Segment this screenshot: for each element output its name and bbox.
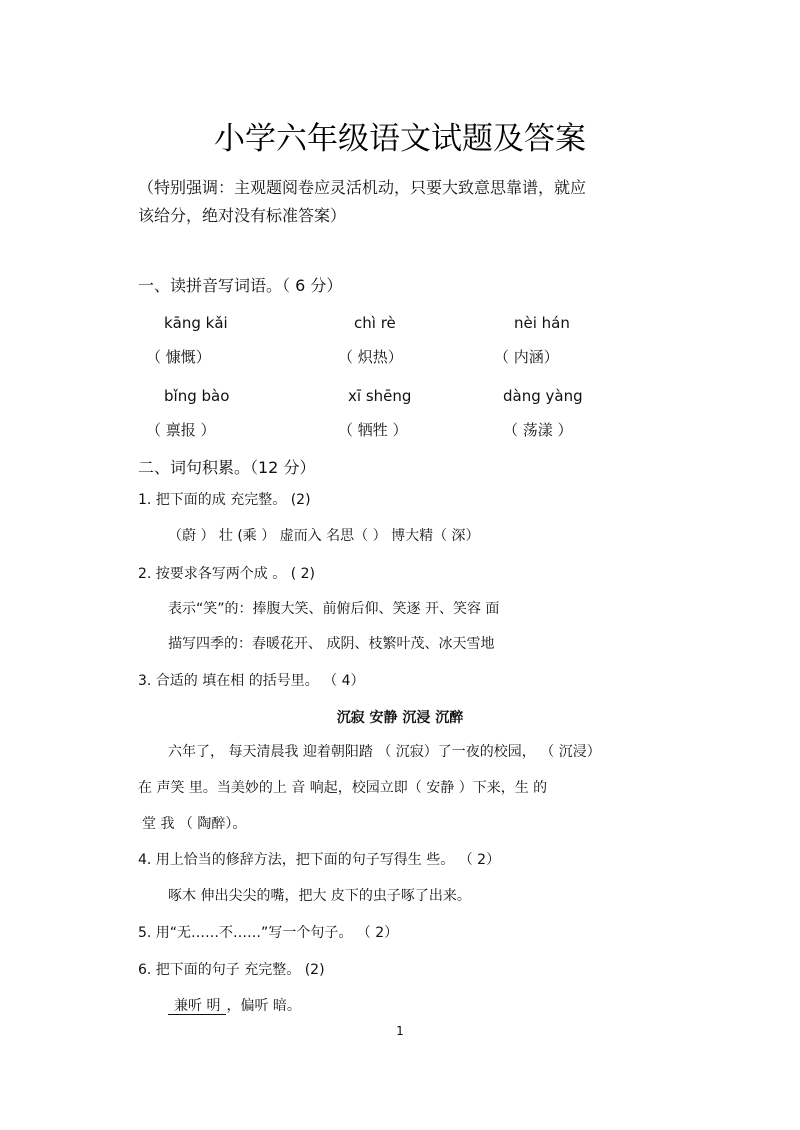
pinyin-4: bǐng bào — [164, 387, 230, 405]
section-1-heading: 一、读拼音写词语。（ 6 分） — [138, 276, 343, 295]
q6-label: 6. 把下面的句子 充完整。 (2) — [138, 962, 325, 978]
q1-label: 1. 把下面的成 充完整。 (2) — [138, 492, 311, 508]
note-line-1: （特别强调：主观题阅卷应灵活机动，只要大致意思靠谱，就应 — [138, 178, 587, 197]
q6-underlined-answer: 兼听 明 — [168, 998, 226, 1015]
section-2-heading: 二、词句积累。（12 分） — [138, 458, 316, 477]
pinyin-3: nèi hán — [514, 314, 570, 332]
answer-5: （ 牺牲 ） — [338, 421, 408, 439]
q6-answer — [168, 996, 301, 1016]
answer-6: （ 荡漾 ） — [503, 421, 573, 439]
pinyin-1: kāng kǎi — [164, 314, 228, 332]
q6-answer-rest: ，偏听 暗。 — [226, 998, 301, 1014]
q4-label: 4. 用上恰当的修辞方法，把下面的句子写得生 些。 （ 2） — [138, 852, 501, 868]
pinyin-6: dàng yàng — [503, 387, 583, 405]
q2-line-2: 描写四季的：春暖花开、 成阴、枝繁叶茂、冰天雪地 — [168, 636, 495, 652]
q3-passage-line-1: 六年了， 每天清晨我 迎着朝阳踏 （ 沉寂）了一夜的校园， （ 沉浸） — [168, 744, 601, 760]
q3-word-list: 沉寂 安静 沉浸 沉醉 — [336, 710, 464, 726]
q4-answer: 啄木 伸出尖尖的嘴，把大 皮下的虫子啄了出来。 — [168, 888, 471, 904]
q1-answer: （蔚 ） 壮 (乘 ） 虚而入 名思（ ） 博大精（ 深） — [168, 528, 480, 544]
q5-label: 5. 用“无……不……”写一个句子。 （ 2） — [138, 925, 399, 941]
q2-line-1: 表示“笑”的：捧腹大笑、前俯后仰、笑逐 开、笑容 面 — [168, 601, 500, 617]
page-number: 1 — [396, 1024, 404, 1038]
answer-4: （ 禀报 ） — [146, 421, 216, 439]
pinyin-5: xī shēng — [348, 387, 412, 405]
page-title: 小学六年级语文试题及答案 — [214, 121, 586, 157]
q3-passage-line-2: 在 声笑 里。当美妙的上 音 响起，校园立即（ 安静 ）下来，生 的 — [138, 780, 548, 796]
q2-label: 2. 按要求各写两个成 。 ( 2) — [138, 566, 315, 582]
answer-3: （ 内涵） — [494, 348, 559, 366]
answer-2: （ 炽热） — [338, 348, 403, 366]
pinyin-2: chì rè — [354, 314, 396, 332]
answer-1: （ 慷慨） — [146, 348, 211, 366]
q3-label: 3. 合适的 填在相 的括号里。 （ 4） — [138, 673, 365, 689]
note-line-2: 该给分，绝对没有标准答案） — [138, 206, 347, 225]
q3-passage-line-3: 堂 我 （ 陶醉）。 — [142, 816, 247, 832]
